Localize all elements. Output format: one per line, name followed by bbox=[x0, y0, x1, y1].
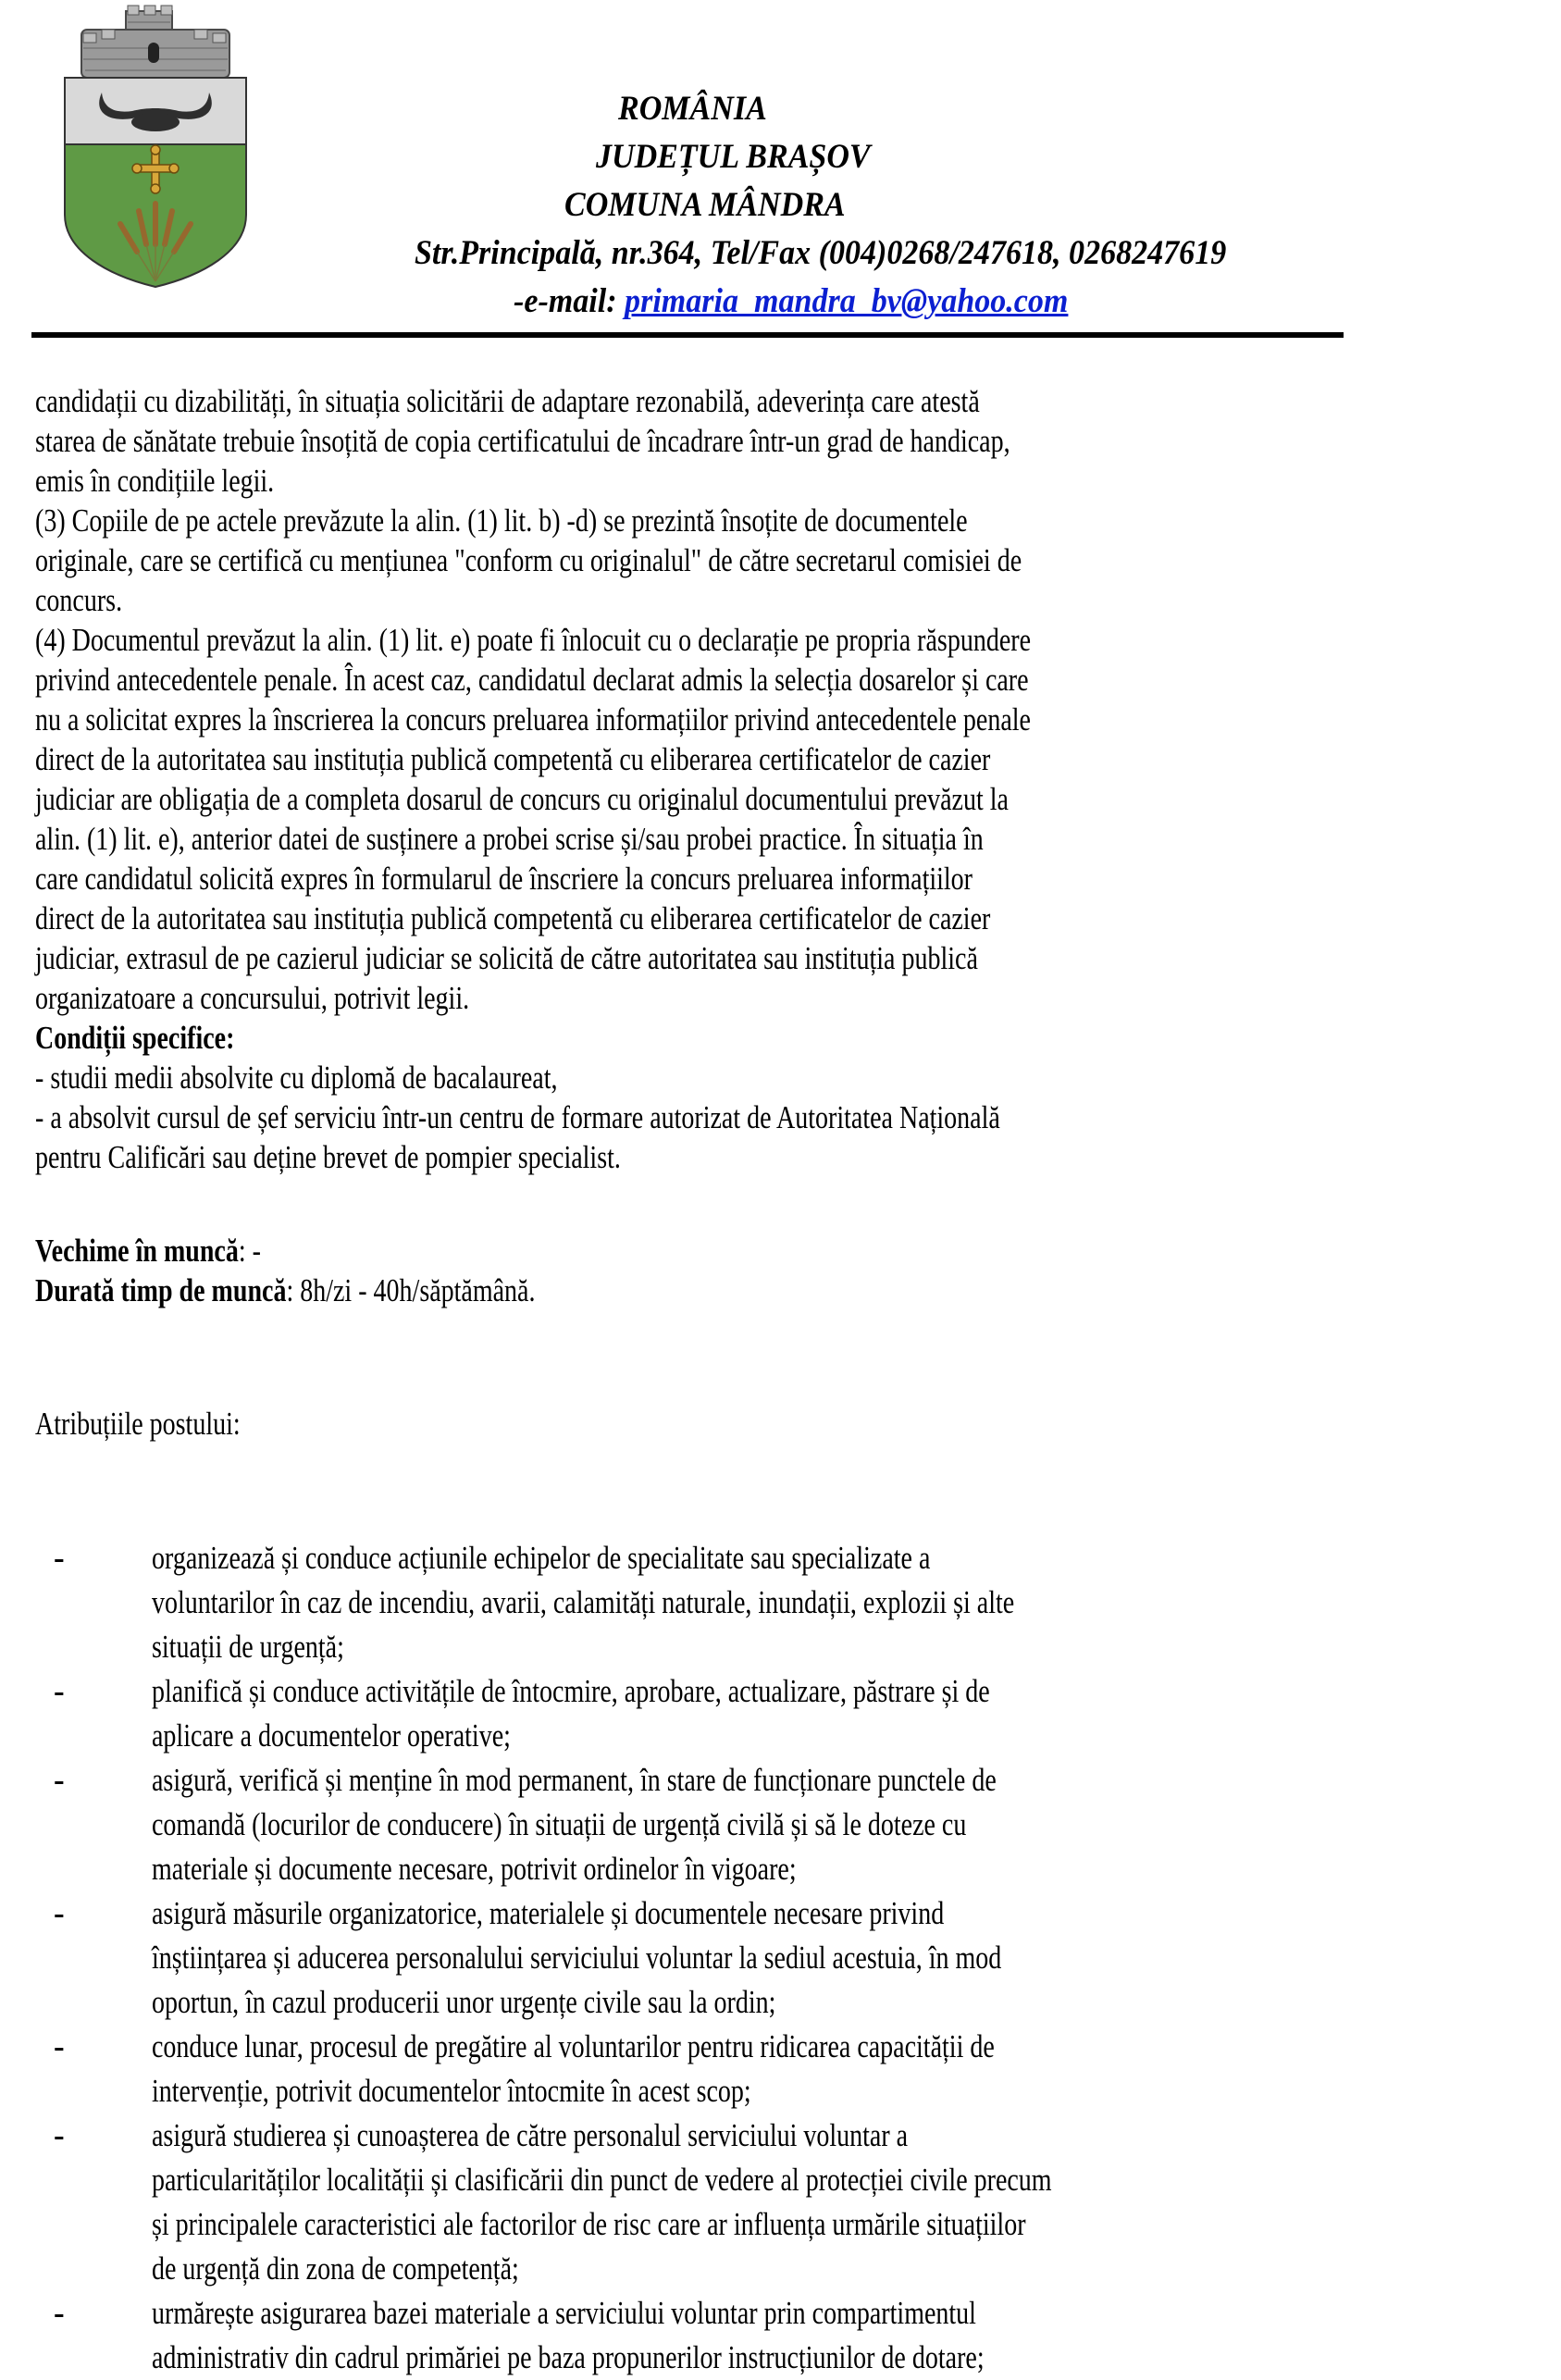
paragraph-line: care candidatul solicită expres în formularul de înscriere la concurs preluarea informațiilor bbox=[35, 861, 973, 897]
paragraph-line: alin. (1) lit. e), anterior datei de susținere a probei scrise și/sau probei practice. În situația în bbox=[35, 821, 984, 857]
commune-line: COMUNA MÂNDRA bbox=[564, 186, 846, 224]
paragraph-line: (3) Copiile de pe actele prevăzute la alin. (1) lit. b) -d) se prezintă însoțite de documentele bbox=[35, 502, 968, 539]
work-time-label: Durată timp de muncă bbox=[35, 1272, 287, 1308]
duty-line: de urgență din zona de competență; bbox=[152, 2250, 519, 2287]
bullet-dash-icon: - bbox=[54, 1673, 65, 1709]
duty-item bbox=[35, 1891, 1516, 2025]
header-divider bbox=[31, 332, 1344, 338]
duty-line: administrativ din cadrul primăriei pe baza propunerilor instrucțiunilor de dotare; bbox=[152, 2339, 985, 2375]
duty-item bbox=[35, 1536, 1516, 1669]
specific-conditions-heading: Condiții specifice: bbox=[35, 1020, 235, 1056]
duty-item bbox=[35, 2113, 1516, 2291]
duty-line: organizează și conduce acțiunile echipelor de specialitate sau specializate a bbox=[152, 1540, 931, 1576]
duty-line: materiale și documente necesare, potrivit ordinelor în vigoare; bbox=[152, 1851, 797, 1887]
duties-list bbox=[35, 1536, 1516, 2380]
duty-line: voluntarilor în caz de incendiu, avarii, calamități naturale, inundații, explozii și alte bbox=[152, 1584, 1015, 1620]
duty-line: intervenție, potrivit documentelor întocmite în acest scop; bbox=[152, 2073, 751, 2109]
paragraph-line: judiciar are obligația de a completa dosarul de concurs cu originalul documentului prevăzut la bbox=[35, 781, 1009, 817]
duty-item bbox=[35, 2291, 1516, 2380]
paragraph-line: candidații cu dizabilități, în situația solicitării de adaptare rezonabilă, adeverința care atestă bbox=[35, 383, 980, 419]
email-line bbox=[514, 281, 1068, 322]
duty-line: oportun, în cazul producerii unor urgențe civile sau la ordin; bbox=[152, 1984, 776, 2020]
work-time-line bbox=[35, 1271, 1205, 1310]
duty-line: urmărește asigurarea bazei materiale a serviciului voluntar prin compartimentul bbox=[152, 2295, 976, 2331]
spacer bbox=[35, 1364, 1497, 1404]
work-time-value: : 8h/zi - 40h/săptămână. bbox=[286, 1272, 536, 1308]
duty-item bbox=[35, 2025, 1516, 2113]
duty-line: înștiințarea și aducerea personalului serviciului voluntar la sediul acestuia, în mod bbox=[152, 1940, 1002, 1976]
spacer bbox=[35, 1177, 1497, 1231]
seniority-label: Vechime în muncă bbox=[35, 1233, 239, 1269]
duty-line: și principalele caracteristici ale factorilor de risc care ar influența urmările situațiilor bbox=[152, 2206, 1026, 2242]
paragraph-line: (4) Documentul prevăzut la alin. (1) lit. e) poate fi înlocuit cu o declarație pe propria răspundere bbox=[35, 622, 1032, 658]
paragraph-line: nu a solicitat expres la înscrierea la concurs preluarea informațiilor privind antecedentele penale bbox=[35, 701, 1031, 738]
paragraph-line: judiciar, extrasul de pe cazierul judiciar se solicită de către autoritatea sau instituția publică bbox=[35, 940, 978, 976]
duties-heading: Atribuțiile postului: bbox=[35, 1406, 241, 1442]
duty-line: planifică și conduce activitățile de întocmire, aprobare, actualizare, păstrare și de bbox=[152, 1673, 990, 1709]
condition-line: - a absolvit cursul de șef serviciu într-un centru de formare autorizat de Autoritatea Națională bbox=[35, 1099, 1000, 1135]
bullet-dash-icon: - bbox=[54, 1895, 65, 1931]
paragraph-line: concurs. bbox=[35, 582, 123, 618]
duty-line: conduce lunar, procesul de pregătire al voluntarilor pentru ridicarea capacității de bbox=[152, 2028, 995, 2064]
paragraph-line: emis în condițiile legii. bbox=[35, 463, 275, 499]
requirements-paragraphs bbox=[35, 381, 1497, 1018]
duty-item bbox=[35, 1669, 1516, 1758]
coat-of-arms-icon bbox=[54, 2, 257, 291]
document-body bbox=[35, 381, 1497, 1444]
email-label: -e-mail: bbox=[514, 282, 626, 320]
condition-line: - studii medii absolvite cu diplomă de bacalaureat, bbox=[35, 1060, 558, 1096]
spacer bbox=[35, 1310, 1497, 1364]
paragraph-line: privind antecedentele penale. În acest caz, candidatul declarat admis la selecția dosarelor și care bbox=[35, 662, 1029, 698]
duty-line: asigură măsurile organizatorice, materialele și documentele necesare privind bbox=[152, 1895, 945, 1931]
bullet-dash-icon: - bbox=[54, 2295, 65, 2331]
bullet-dash-icon: - bbox=[54, 2117, 65, 2153]
duty-line: situații de urgență; bbox=[152, 1629, 344, 1665]
paragraph-line: organizatoare a concursului, potrivit legii. bbox=[35, 980, 470, 1016]
paragraph-line: starea de sănătate trebuie însoțită de copia certificatului de încadrare într-un grad de handicap, bbox=[35, 423, 1010, 459]
email-link[interactable]: primaria_mandra_bv@yahoo.com bbox=[625, 282, 1069, 320]
duty-line: asigură studierea și cunoașterea de către personalul serviciului voluntar a bbox=[152, 2117, 909, 2153]
seniority-line bbox=[35, 1231, 1205, 1271]
seniority-value: : - bbox=[238, 1233, 261, 1269]
duty-line: asigură, verifică și menține în mod permanent, în stare de funcționare punctele de bbox=[152, 1762, 997, 1798]
duty-item bbox=[35, 1758, 1516, 1891]
county-line: JUDEȚUL BRAȘOV bbox=[596, 138, 871, 176]
bullet-dash-icon: - bbox=[54, 1762, 65, 1798]
paragraph-line: originale, care se certifică cu mențiunea "conform cu originalul" de către secretarul comisiei de bbox=[35, 542, 1022, 578]
duty-line: aplicare a documentelor operative; bbox=[152, 1717, 511, 1754]
bullet-dash-icon: - bbox=[54, 2028, 65, 2064]
duty-line: comandă (locurilor de conducere) în situații de urgență civilă și să le doteze cu bbox=[152, 1806, 967, 1842]
bullet-dash-icon: - bbox=[54, 1540, 65, 1576]
paragraph-line: direct de la autoritatea sau instituția publică competentă cu eliberarea certificatelor de cazier bbox=[35, 741, 991, 777]
specific-conditions-list bbox=[35, 1058, 1497, 1177]
paragraph-line: direct de la autoritatea sau instituția publică competentă cu eliberarea certificatelor de cazier bbox=[35, 900, 991, 936]
condition-line: pentru Calificări sau deține brevet de pompier specialist. bbox=[35, 1139, 621, 1175]
address-line: Str.Principală, nr.364, Tel/Fax (004)0268/247618, 0268247619 bbox=[415, 234, 1227, 272]
country-line: ROMÂNIA bbox=[618, 90, 767, 128]
duty-line: particularităților localității și clasificării din punct de vedere al protecției civile precum bbox=[152, 2162, 1052, 2198]
